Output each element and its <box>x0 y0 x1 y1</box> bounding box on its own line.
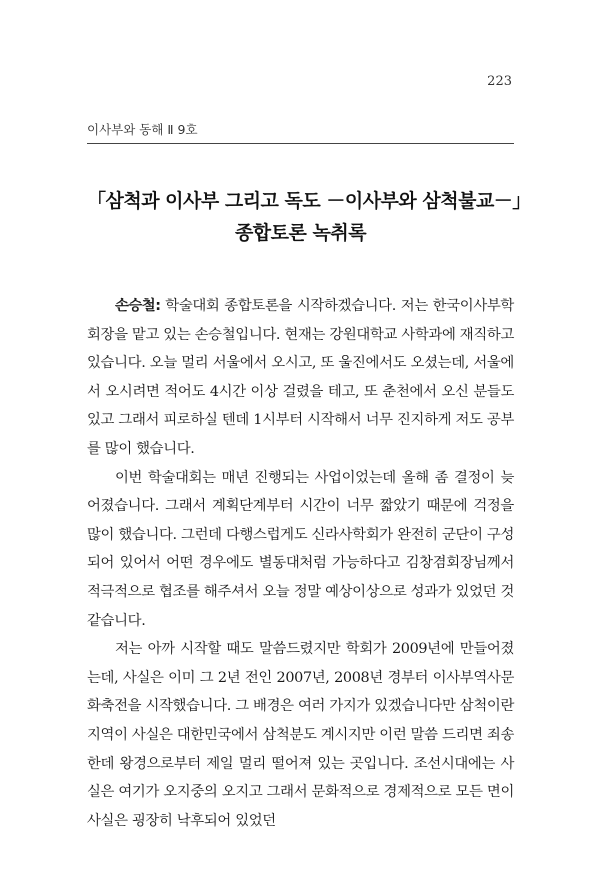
page-number: 223 <box>487 74 512 89</box>
body-text <box>87 292 514 835</box>
paragraph-1-text: 학술대회 종합토론을 시작하겠습니다. 저는 한국이사부학회장을 맡고 있는 손승철입니다. 현재는 강원대학교 사학과에 재직하고 있습니다. 오늘 멀리 서울에서 오시고, 또 울진에서도 오셨는데, 서울에서 오시려면 적어도 4시간 이상 걸렸을 테고, 또 춘천에서 오신 분들도 있고 그래서 피로하실 텐데 1시부터 시작해서 너무 진지하게 저도 공부를 많이 했습니다. <box>87 298 514 457</box>
paragraph-3: 저는 아까 시작할 때도 말씀드렸지만 학회가 2009년에 만들어졌는데, 사실은 이미 그 2년 전인 2007년, 2008년 경부터 이사부역사문화축전을 시작했습니다. 그 배경은 여러 가지가 있겠습니다만 삼척이란 지역이 사실은 대한민국에서 삼척분도 계시지만 이런 말씀 드리면 죄송한데 왕경으로부터 제일 멀리 떨어져 있는 곳입니다. 조선시대에는 사실은 여기가 오지중의 오지고 그래서 문화적으로 경제적으로 모든 면이 사실은 굉장히 낙후되어 있었던 <box>87 641 514 829</box>
title-line-1: 「삼척과 이사부 그리고 독도 －이사부와 삼척불교－」 <box>87 190 531 212</box>
paragraph-2: 이번 학술대회는 매년 진행되는 사업이었는데 올해 좀 결정이 늦어졌습니다. 그래서 계획단계부터 시간이 너무 짧았기 때문에 걱정을 많이 했습니다. 그런데 다행스럽게도 신라사학회가 완전히 군단이 구성되어 있어서 어떤 경우에도 별동대처럼 가능하다고 김창겸회장님께서 적극적으로 협조를 해주셔서 오늘 정말 예상이상으로 성과가 있었던 것 같습니다. <box>87 469 514 629</box>
title-line-2: 종합토론 녹취록 <box>234 222 367 244</box>
running-header: 이사부와 동해 Ⅱ 9호 <box>87 122 198 137</box>
header-rule <box>87 143 514 144</box>
paragraph-1 <box>87 292 514 464</box>
title-block <box>87 185 531 249</box>
speaker-name: 손승철: <box>115 298 161 314</box>
